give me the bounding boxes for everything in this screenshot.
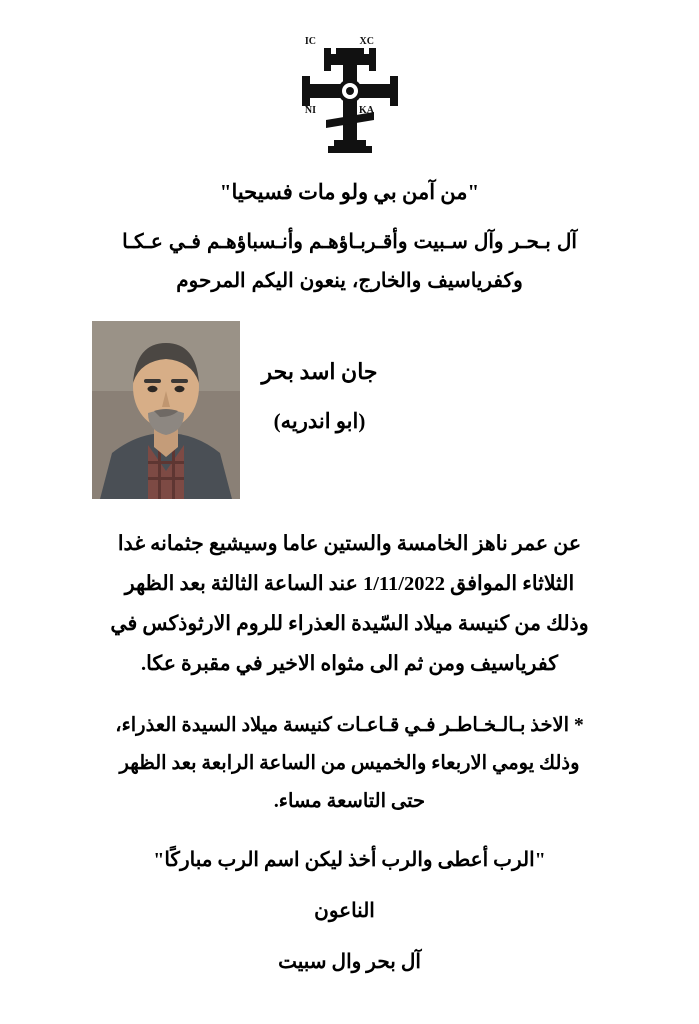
deceased-kunya: (ابو اندريه) [273, 409, 366, 433]
note-line-3: حتى التاسعة مساء. [273, 790, 426, 812]
orthodox-cross-icon [290, 24, 410, 154]
deceased-name: جان اسد بحر [261, 359, 378, 384]
body-line-4: كفرياسيف ومن ثم الى مثواه الاخير في مقبرة عكا. [141, 652, 558, 675]
emblem-letters-top-left: XC [359, 36, 374, 47]
body-line-1: عن عمر ناهز الخامسة والستين عاما وسيشيع جثمانه غدا [117, 533, 582, 555]
emblem-letters-top-right: IC [304, 36, 316, 47]
mourners-families: آل بحر وال سبيت [278, 950, 421, 973]
funeral-details-paragraph [46, 525, 653, 685]
mourners-label: الناعون [314, 899, 375, 922]
note-line-2: وذلك يومي الاربعاء والخميس من الساعة الرابعة بعد الظهر [119, 752, 580, 774]
condolences-note [46, 707, 653, 821]
body-line-2: الثلاثاء الموافق 1/11/2022 عند الساعة الثالثة بعد الظهر [124, 572, 575, 595]
headline-quote: "من آمن بي ولو مات فسيحيا" [219, 180, 480, 204]
person-row [46, 315, 653, 515]
intro-line-1: آل بـحـر وآل سـبيت وأقـربـاؤهـم وأنـسباؤهـم فـي عـكـا [122, 231, 577, 253]
emblem-letters-bottom-right: NI [304, 105, 316, 116]
body-line-3: وذلك من كنيسة ميلاد السّيدة العذراء للروم الارثوذكس في [110, 612, 589, 635]
intro-line-2: وكفرياسيف والخارج، ينعون اليكم المرحوم [176, 270, 523, 292]
deceased-name-block [46, 359, 653, 434]
note-line-1: * الاخذ بـالـخـاطـر فـي قـاعـات كنيسة ميلاد السيدة العذراء، [115, 714, 584, 736]
intro-paragraph [46, 223, 653, 301]
emblem-letters-bottom-left: KA [358, 105, 374, 116]
closing-verse: "الرب أعطى والرب أخذ ليكن اسم الرب مباركًا" [153, 848, 546, 871]
emblem-container [46, 0, 653, 154]
